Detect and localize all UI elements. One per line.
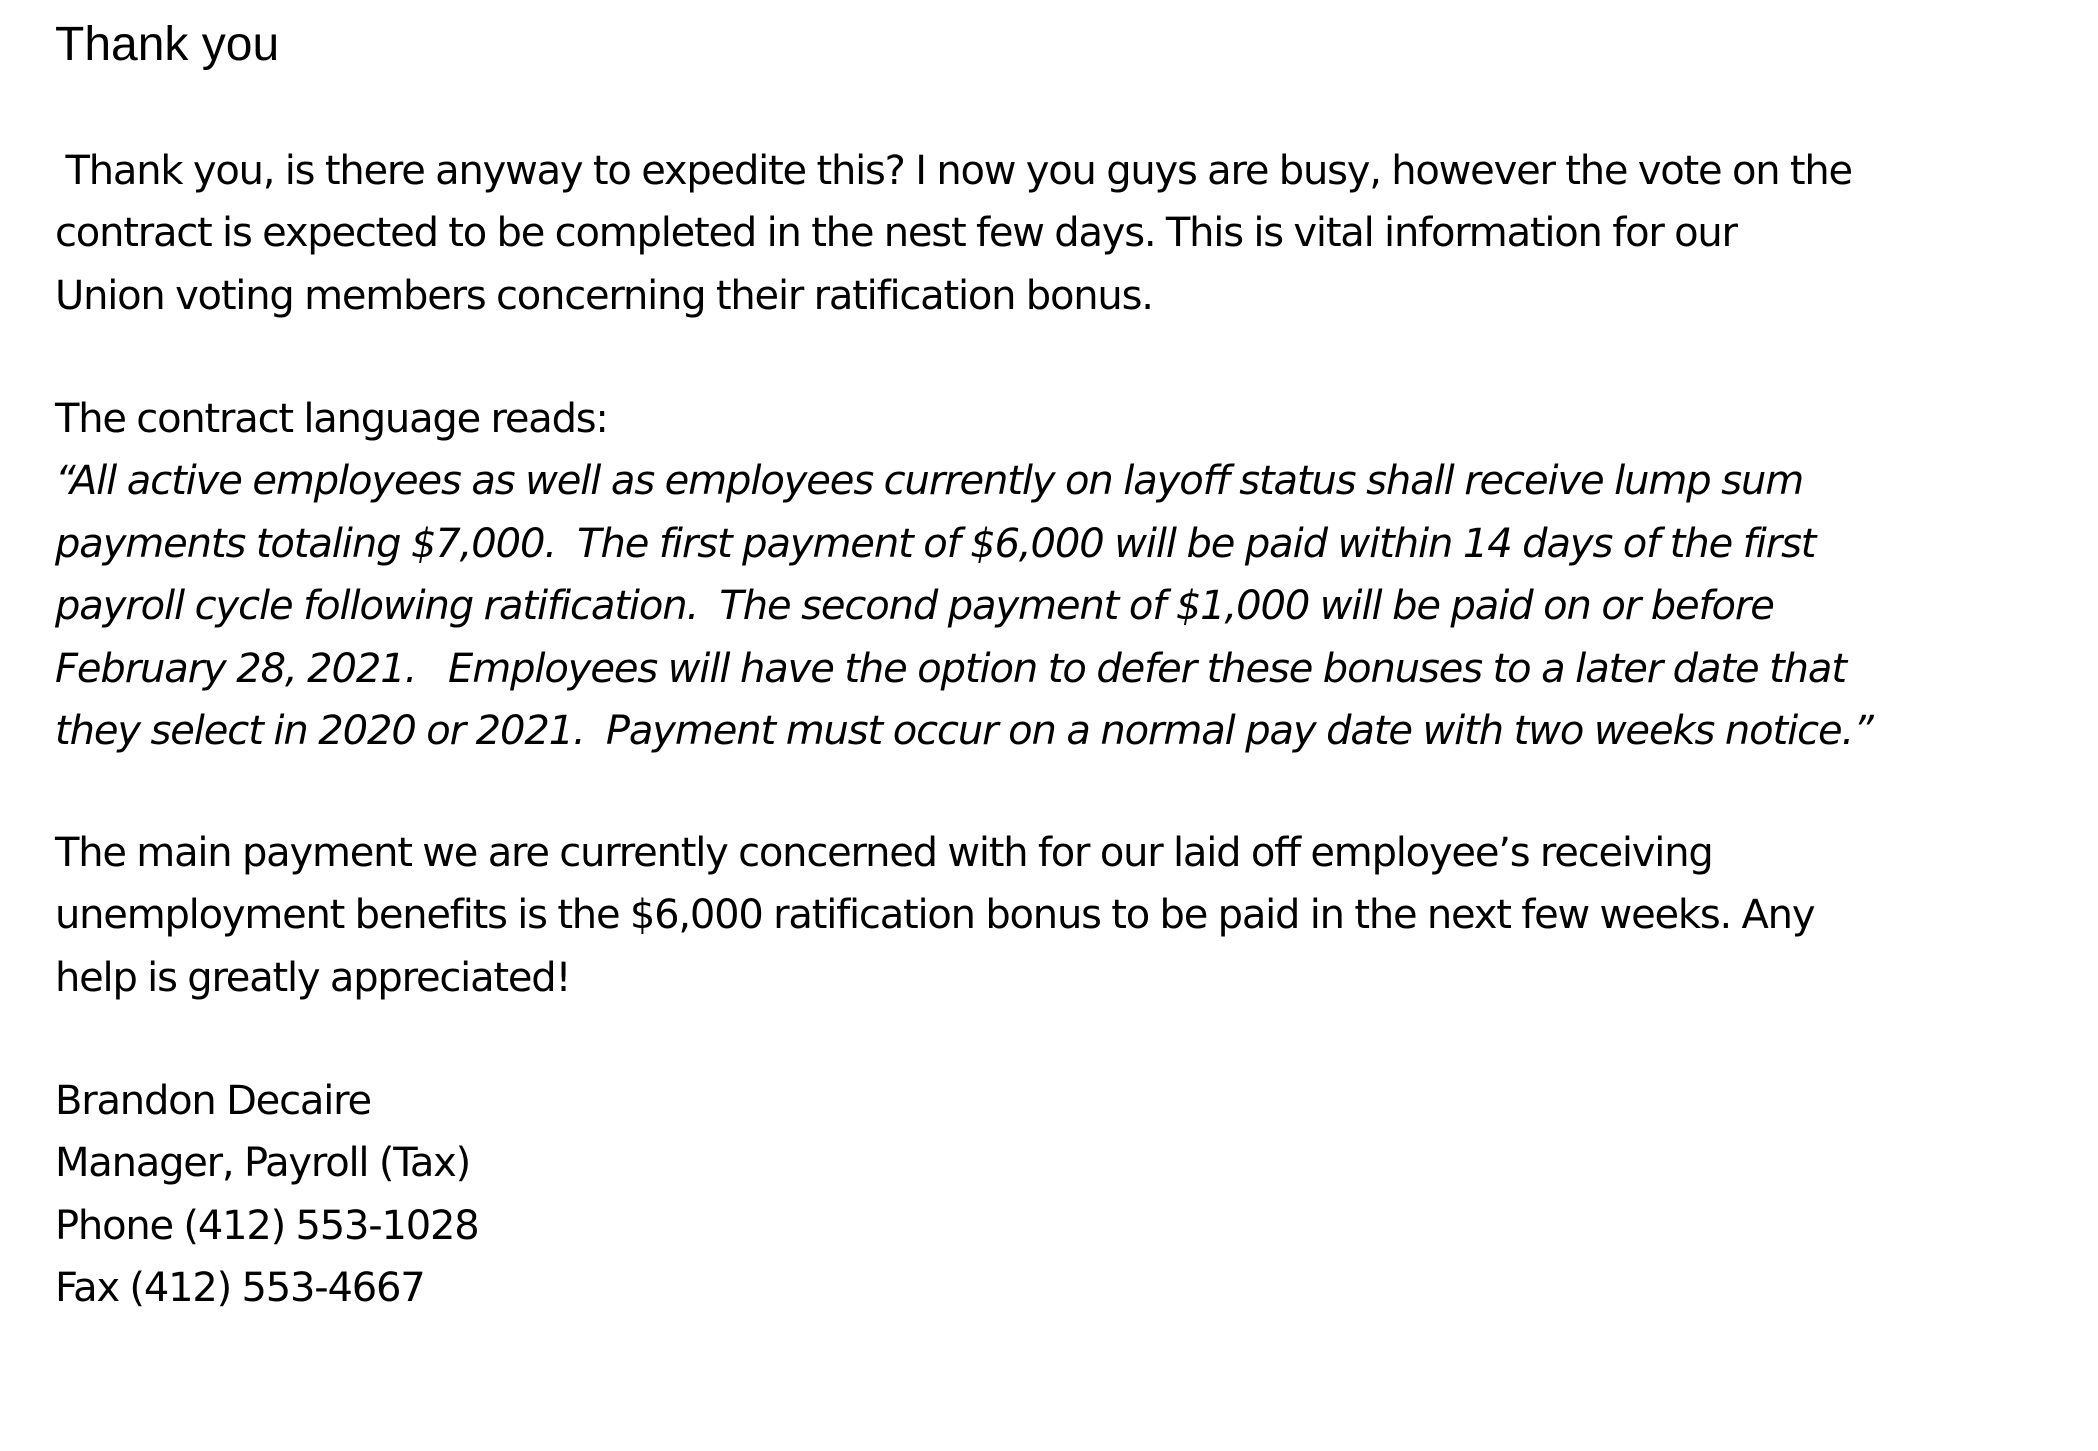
signature-block bbox=[55, 1070, 478, 1320]
quote-line: February 28, 2021. Employees will have the option to defer these bonuses to a later date that bbox=[55, 645, 1846, 692]
request-line: contract is expected to be completed in the nest few days. This is vital information for our bbox=[55, 210, 1737, 257]
concern-line: The main payment we are currently concerned with for our laid off employee’s receiving bbox=[55, 830, 1713, 876]
quote-line: they select in 2020 or 2021. Payment must occur on a normal pay date with two weeks notice.” bbox=[55, 707, 1873, 754]
concern-line: unemployment benefits is the $6,000 ratification bonus to be paid in the next few weeks. Any bbox=[55, 892, 1815, 939]
email-heading: Thank you bbox=[55, 18, 280, 71]
contract-intro: The contract language reads: bbox=[55, 396, 608, 442]
concern-line: help is greatly appreciated! bbox=[55, 954, 571, 1001]
signature-phone: Phone (412) 553-1028 bbox=[55, 1202, 479, 1249]
request-line: Thank you, is there anyway to expedite this? I now you guys are busy, however the vote on the bbox=[55, 148, 1852, 194]
quote-line: payments totaling $7,000. The first payment of $6,000 will be paid within 14 days of the first bbox=[55, 520, 1816, 567]
concern-paragraph bbox=[55, 822, 1814, 1009]
signature-title: Manager, Payroll (Tax) bbox=[55, 1140, 471, 1187]
request-paragraph bbox=[55, 140, 1852, 327]
quote-line: “All active employees as well as employees currently on layoff status shall receive lump sum bbox=[55, 458, 1804, 505]
signature-fax: Fax (412) 553-4667 bbox=[55, 1265, 425, 1312]
contract-quote bbox=[55, 450, 1873, 762]
contract-section bbox=[55, 388, 1873, 762]
quote-line: payroll cycle following ratification. The second payment of $1,000 will be paid on or before bbox=[55, 583, 1774, 630]
signature-name: Brandon Decaire bbox=[55, 1078, 371, 1124]
request-line: Union voting members concerning their ratification bonus. bbox=[55, 272, 1153, 319]
